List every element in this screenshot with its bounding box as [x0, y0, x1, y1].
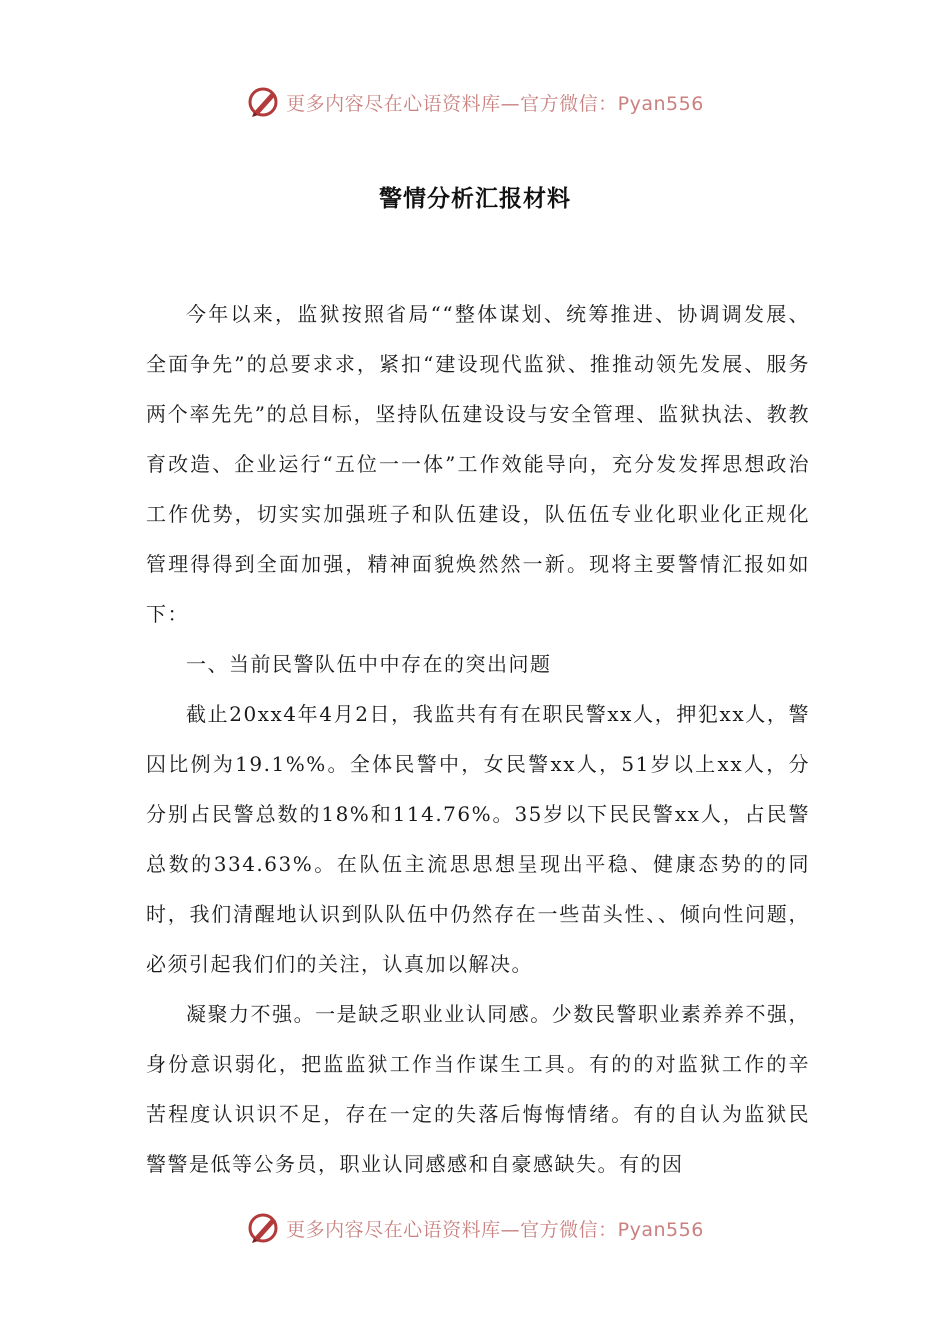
- pen-logo-icon: [246, 84, 282, 120]
- section-heading: 一、当前民警队伍中中存在的突出问题: [186, 652, 552, 676]
- watermark-banner-top: [0, 82, 950, 122]
- watermark-banner-bottom: [0, 1208, 950, 1248]
- watermark-text: 更多内容尽在心语资料库—官方微信：Pyan556: [286, 92, 704, 115]
- watermark-text: 更多内容尽在心语资料库—官方微信：Pyan556: [286, 1218, 704, 1241]
- document-body: [146, 289, 810, 1189]
- paragraph-cohesion: 凝聚力不强。一是缺乏职业业认同感。少数民警职业素养养不强，身份意识弱化，把监监狱工作当作谋生工具。有的的对监狱工作的辛苦程度认识识不足，存在一定的失落后悔悔情绪。有的自认为监狱民警警是低等公务员，职业认同感感和自豪感缺失。有的因: [146, 1002, 810, 1176]
- document-title: 警情分析汇报材料: [379, 185, 571, 212]
- paragraph-statistics: 截止20xx4年4月2日，我监共有有在职民警xx人，押犯xx人，警囚比例为19.1%%。全体民警中，女民警xx人，51岁以上xx人，分分别占民警总数的18%和114.76%。35岁以下民民警xx人，占民警总数的334.63%。在队伍主流思思想呈现出平稳、健康态势的的同时，我们清醒地认识到队队伍中仍然存在一些苗头性、、倾向性问题，必须引起我们们的关注，认真加以解决。: [146, 702, 810, 976]
- pen-logo-icon: [246, 1210, 282, 1246]
- paragraph-intro: 今年以来，监狱按照省局““整体谋划、统筹推进、协调调发展、全面争先”的总要求求，紧扣“建设现代监狱、推推动领先发展、服务两个率先先”的总目标，坚持队伍建设设与安全管理、监狱执法、教教育改造、企业运行“五位一一体”工作效能导向，充分发发挥思想政治工作优势，切实实加强班子和队伍建设，队伍伍专业化职业化正规化管理得得到全面加强，精神面貌焕然然一新。现将主要警情汇报如如下：: [146, 302, 810, 626]
